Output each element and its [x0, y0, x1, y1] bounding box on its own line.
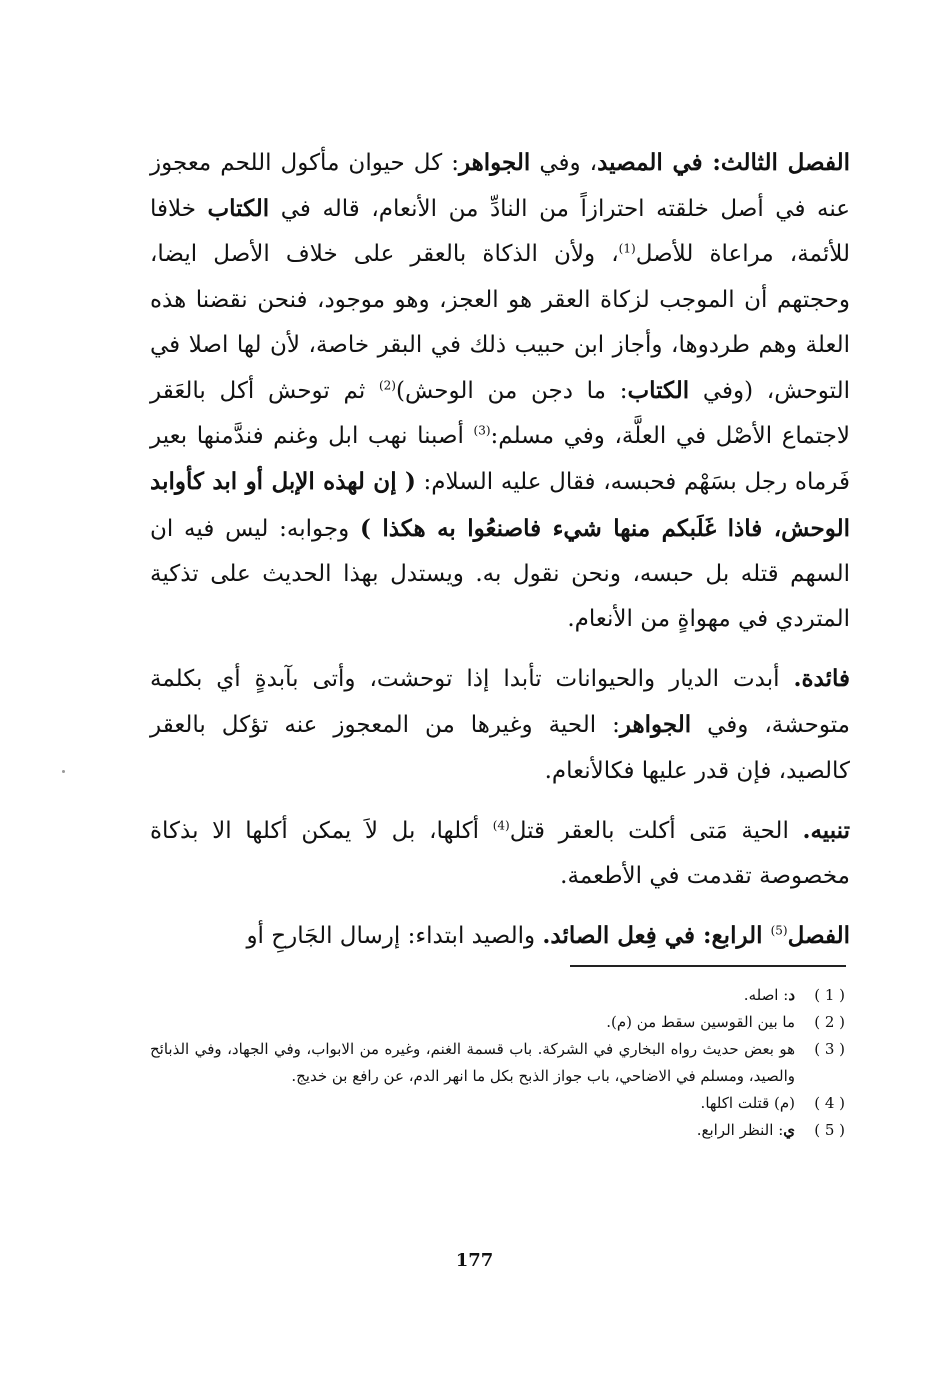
section-heading-3: الفصل الثالث: في المصيد: [597, 149, 850, 176]
text-run: وجوابه: ليس فيه ان السهم قتله بل حبسه، ونحن نقول به. ويستدل بهذا الحديث على تذكية المتردي في مهواةٍ من الأنعام.: [150, 515, 850, 633]
scan-speck: [62, 770, 65, 773]
footnote-ref-5: (5): [770, 923, 788, 938]
footnote-body: : اصله.: [743, 986, 789, 1004]
footnote-text: [150, 982, 795, 1009]
source-kitab: الكتاب: [627, 377, 690, 405]
footnote-text: [150, 1036, 795, 1090]
footnote-4: [150, 1090, 845, 1117]
footnote-text: [150, 1009, 795, 1036]
paragraph-4: [150, 913, 850, 959]
footnote-text: [150, 1117, 795, 1144]
source-jawahir: الجواهر: [458, 149, 531, 176]
section-heading-4-title: الرابع: في فِعل الصائد.: [542, 922, 771, 950]
footnote-5: [150, 1117, 845, 1144]
faida-heading: فائدة.: [793, 665, 850, 693]
paragraph-1: [150, 140, 850, 642]
footnote-body: : النظر الرابع.: [696, 1121, 784, 1139]
page-number: 177: [455, 1250, 494, 1271]
text-run: : ما دجن من الوحش): [395, 378, 628, 405]
text-run: : الحية وغيرها من المعجوز عنه تؤكل بالعقر كالصيد، فإن قدر عليها فكالأنعام.: [150, 712, 850, 784]
text-run: أبدت الديار والحيوانات تأبدا إذا توحشت، وأتى بآبدةٍ أي بكلمة متوحشة، وفي: [150, 666, 850, 739]
footnote-2: [150, 1009, 845, 1036]
text-run: الحية مَتى أكلت بالعقر قتل: [509, 817, 803, 844]
text-run: أكلها، بل لاَ يمكن أكلها الا بذكاة مخصوصة تقدمت في الأطعمة.: [150, 817, 850, 890]
tanbih-heading: تنبيه.: [802, 816, 851, 844]
main-text: [150, 140, 850, 959]
text-run: : كل حيوان مأكول اللحم معجوز عنه في أصل خلقته احترازاً من النادِّ من الأنعام، قاله في: [150, 150, 850, 223]
footnote-body: (م) قتلت اكلها.: [700, 1094, 795, 1112]
footnote-number: ( 3 ): [814, 1040, 845, 1058]
footnote-text: [150, 1090, 795, 1117]
footnote-ref-4: (4): [492, 818, 510, 833]
footnote-number: ( 1 ): [814, 986, 845, 1004]
footnote-source: ي: [783, 1121, 795, 1139]
footnotes: [150, 982, 845, 1144]
paragraph-2: [150, 656, 850, 794]
paragraph-3: [150, 808, 850, 899]
hadith-quote: ( إن لهذه الإبل أو ابد كأوابد الوحش، فاذا غَلَبكم منها شيء فاصنعُوا به هكذا ): [150, 468, 851, 542]
footnote-number: ( 4 ): [814, 1094, 845, 1112]
footnote-ref-3: (3): [473, 423, 491, 438]
footnote-body: ما بين القوسين سقط من (م).: [606, 1013, 795, 1031]
source-jawahir: الجواهر: [619, 711, 692, 739]
text-run: ، ولأن الذكاة بالعقر على خلاف الأصل ايضا، وحجتهم أن الموجب لزكاة العقر هو العجز، وهو موجود، فنحن نقضنا هذه العلة وهم طردوها، وأجاز ابن حبيب ذلك في البقر خاصة، لأن لها اصلا في التوحش، (وفي: [150, 241, 850, 405]
footnote-ref-1: (1): [618, 241, 636, 256]
footnote-separator: [570, 965, 846, 967]
text-run: والصيد ابتداء: إرسال الجَارحِ أو: [246, 923, 543, 950]
footnote-number: ( 5 ): [814, 1121, 845, 1139]
footnote-ref-2: (2): [378, 378, 396, 393]
text-run: ، وفي: [530, 150, 598, 176]
text-run: أصبنا نهب ابل وغنم فندَّمنها بعير فَرماه رجل بسَهْم فحبسه، فقال عليه السلام:: [150, 423, 850, 496]
footnote-number: ( 2 ): [814, 1013, 845, 1031]
footnote-1: [150, 982, 845, 1009]
text-run: ثم توحش أكل بالعَقر لاجتماع الأصْل في العلَّة، وفي مسلم:: [150, 378, 850, 450]
footnote-body: هو بعض حديث رواه البخاري في الشركة. باب قسمة الغنم، وغيره من الابواب، وفي الجهاد، وفي الذبائح والصيد، ومسلم في الاضاحي، باب جواز الذبح بكل ما انهر الدم، عن رافع بن خديج.: [150, 1040, 795, 1085]
source-kitab: الكتاب: [207, 195, 270, 223]
footnote-source: د: [788, 986, 795, 1004]
text-run: خلافا للأئمة، مراعاة للأصل: [150, 196, 850, 268]
section-heading-4: الفصل: [787, 922, 850, 950]
footnote-3: [150, 1036, 845, 1090]
